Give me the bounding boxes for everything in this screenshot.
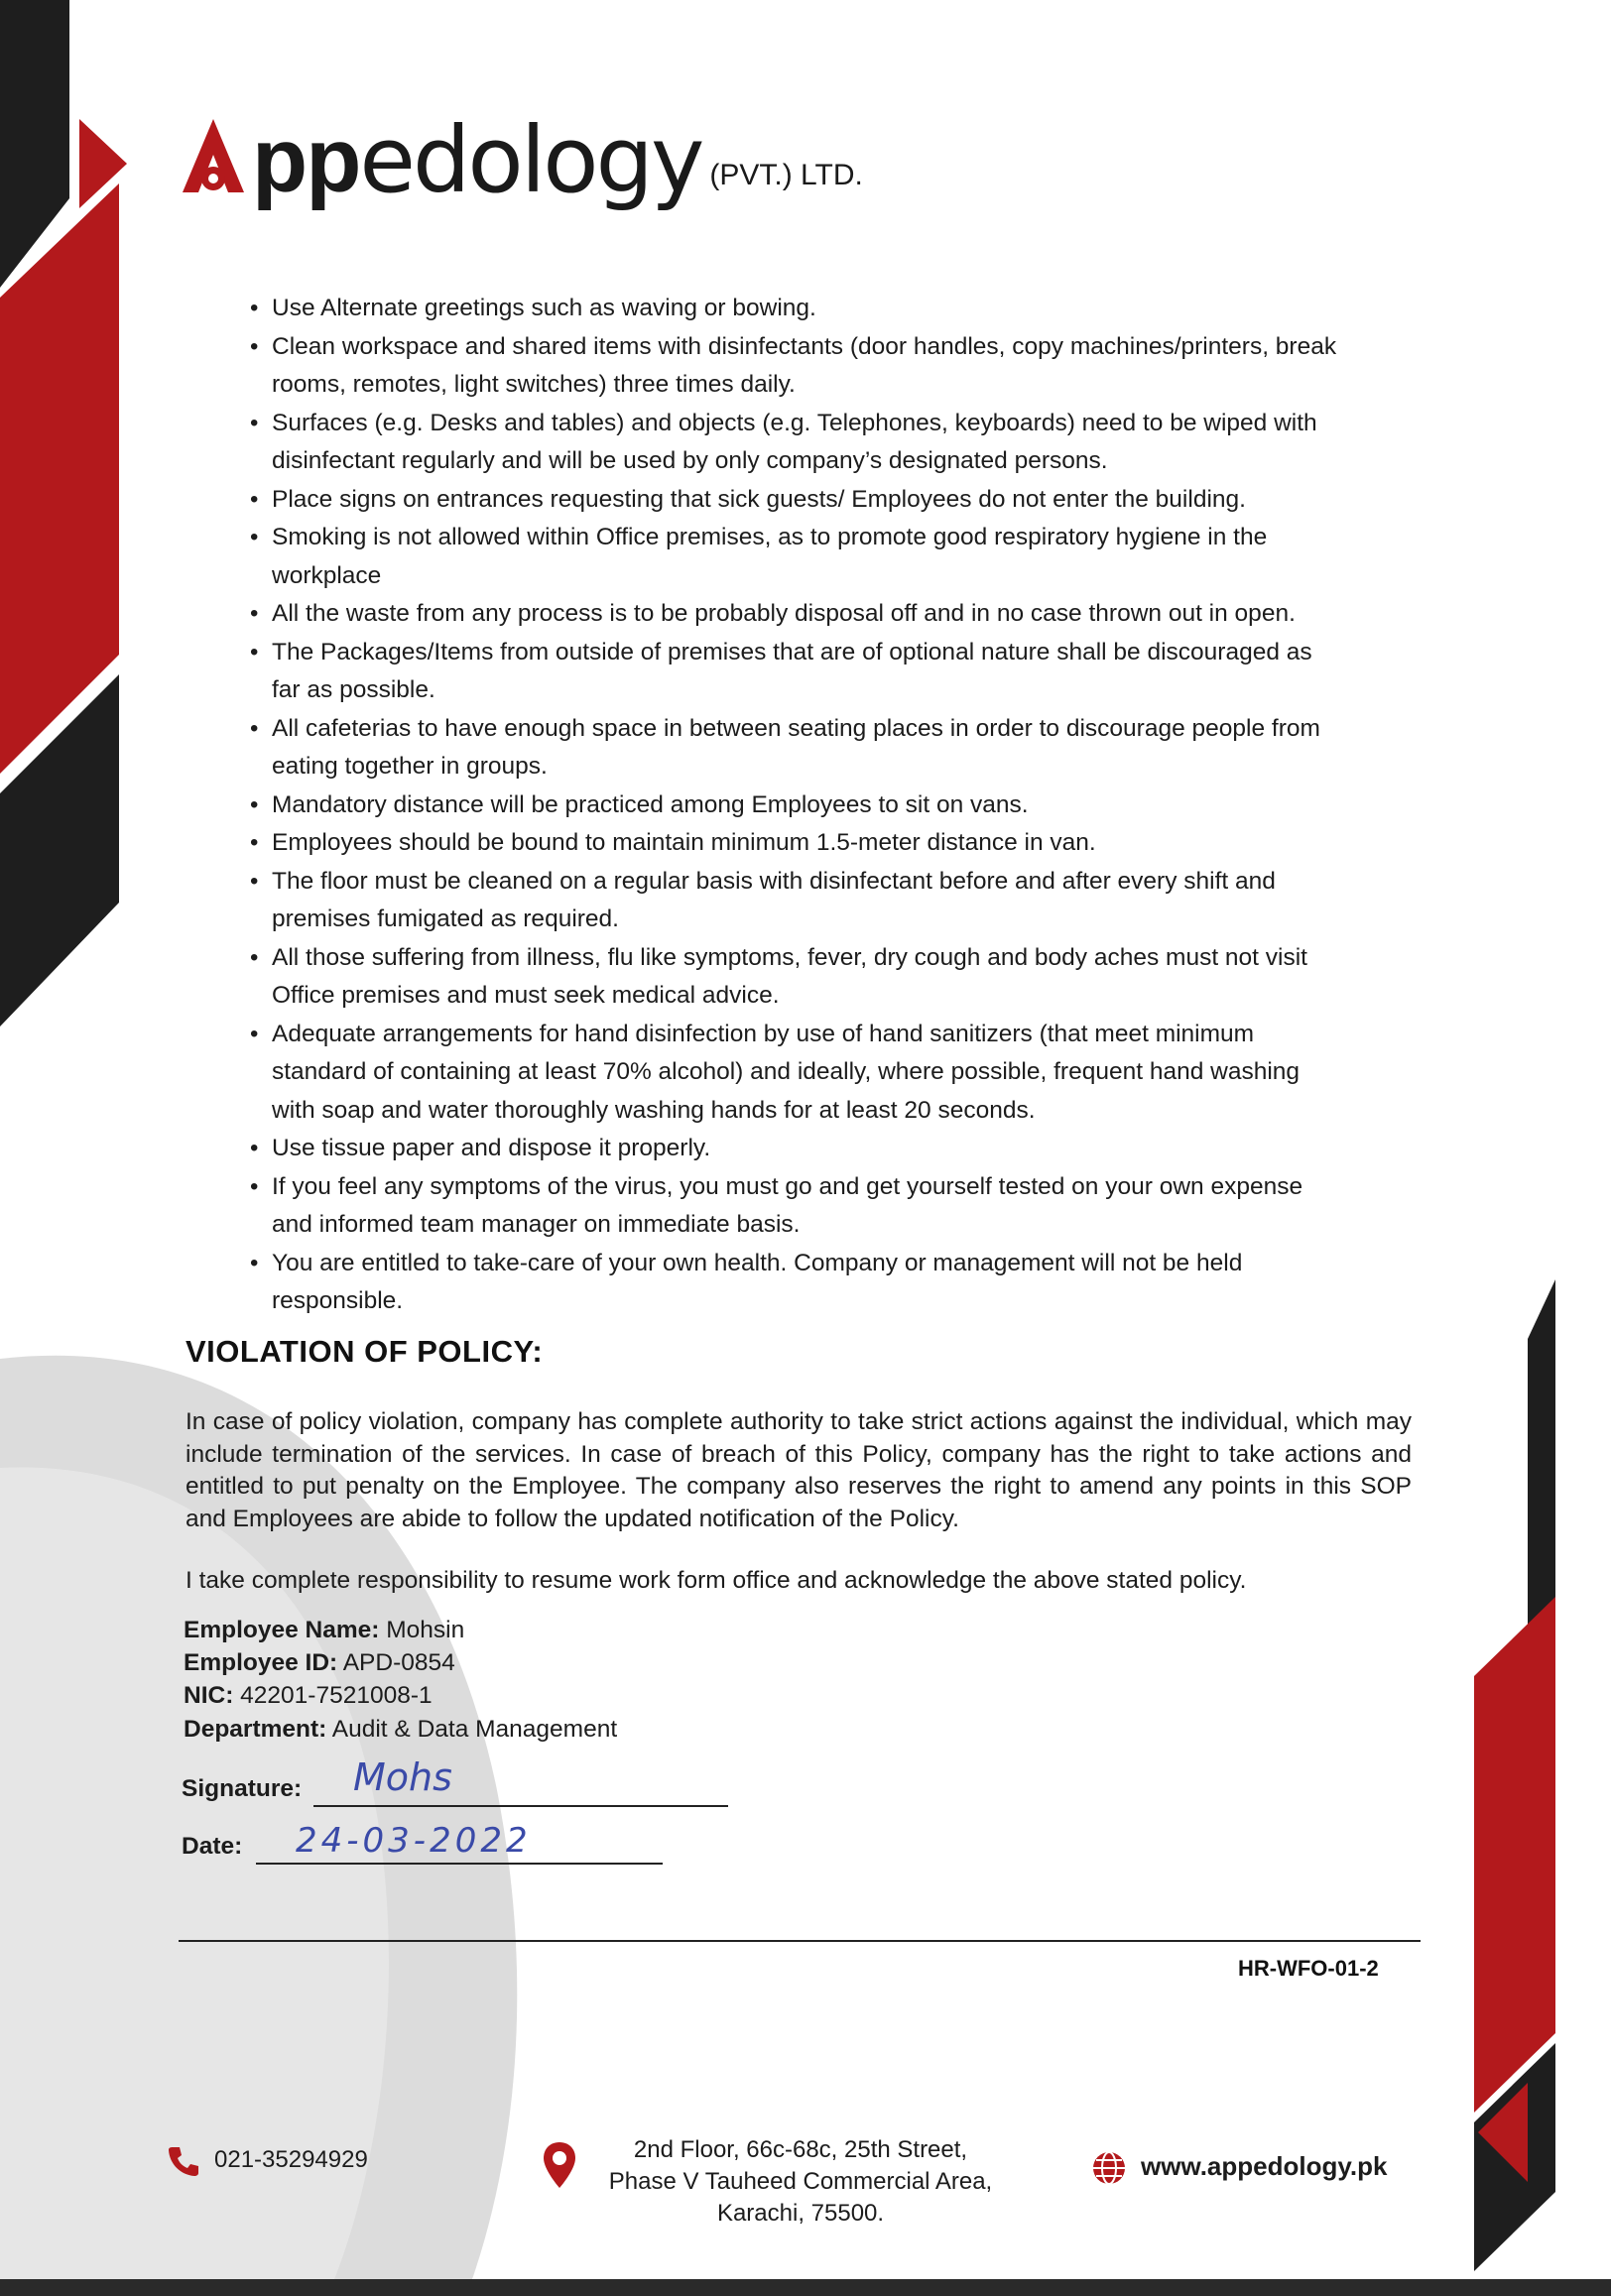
right-red-stripe	[1474, 1597, 1555, 2113]
logo-text-pp: pp	[252, 110, 360, 211]
sop-bullet-line: • Use tissue paper and dispose it properly.	[272, 1135, 711, 1161]
logo-suffix: (PVT.) LTD.	[709, 159, 863, 191]
map-pin-icon	[542, 2140, 577, 2190]
signature-label: Signature:	[182, 1775, 303, 1802]
nic-label: NIC:	[184, 1682, 234, 1709]
sop-bullet-line: • You are entitled to take-care of your own health. Company or management will not be held	[272, 1249, 1243, 1276]
sop-bullet-line: • Mandatory distance will be practiced among Employees to sit on vans.	[272, 790, 1029, 818]
sop-bullet-item	[250, 1168, 1440, 1245]
sop-bullet-line: • Use Alternate greetings such as waving or bowing.	[272, 295, 816, 321]
sop-bullet-line: standard of containing at least 70% alcohol) and ideally, where possible, frequent hand washing	[272, 1058, 1301, 1085]
sop-bullet-item	[250, 1245, 1440, 1321]
sop-bullet-line: rooms, remotes, light switches) three times daily.	[272, 371, 796, 398]
department-label: Department:	[184, 1716, 327, 1743]
sop-bullet-line: • Place signs on entrances requesting that sick guests/ Employees do not enter the building.	[272, 485, 1246, 513]
sop-bullet-line: • The Packages/Items from outside of premises that are of optional nature shall be discouraged as	[272, 638, 1312, 665]
violation-paragraph: In case of policy violation, company has complete authority to take strict actions against the individual, which may include termination of the services. In case of breach of this Policy, company has the right to take actions and entitled to put penalty on the Employee. The company also reserves the right to amend any points in this SOP and Employees are abide to follow the updated notification of the Policy.	[186, 1408, 1412, 1532]
sop-bullet-line: • Surfaces (e.g. Desks and tables) and objects (e.g. Telephones, keyboards) need to be wiped with	[272, 409, 1317, 436]
sop-bullet-item	[250, 1016, 1440, 1131]
sop-bullet-line: • Smoking is not allowed within Office premises, as to promote good respiratory hygiene in the	[272, 524, 1268, 550]
sop-bullet-item	[250, 1130, 1440, 1168]
sop-bullet-line: • The floor must be cleaned on a regular basis with disinfectant before and after every shift and	[272, 867, 1276, 895]
sop-bullet-item	[250, 710, 1440, 786]
sop-bullet-line: • Clean workspace and shared items with disinfectants (door handles, copy machines/printers, break	[272, 332, 1337, 360]
left-red-chevron	[79, 119, 127, 208]
address-line-2: Phase V Tauheed Commercial Area,	[608, 2168, 993, 2195]
sop-bullet-line: disinfectant regularly and will be used by only company’s designated persons.	[272, 447, 1108, 474]
signature-line	[313, 1805, 728, 1807]
signature-handwriting: Mohs	[353, 1755, 452, 1799]
nic-field	[184, 1682, 433, 1710]
sop-bullet-line: • Adequate arrangements for hand disinfection by use of hand sanitizers (that meet minimum	[272, 1020, 1255, 1047]
date-handwriting: 24-03-2022	[296, 1821, 532, 1861]
sop-bullet-line: premises fumigated as required.	[272, 906, 619, 932]
sop-bullet-list	[250, 290, 1440, 1321]
footer-phone	[167, 2144, 368, 2178]
sop-bullet-item	[250, 595, 1440, 634]
left-red-stripe	[0, 183, 119, 774]
footer-rule	[179, 1940, 1421, 1942]
sop-bullet-item	[250, 405, 1440, 481]
address-line-3: Karachi, 75500.	[716, 2200, 885, 2227]
nic-value: 42201-7521008-1	[240, 1682, 433, 1709]
company-logo	[179, 107, 863, 213]
sop-bullet-line: eating together in groups.	[272, 753, 548, 780]
sop-bullet-item	[250, 863, 1440, 939]
sop-bullet-item	[250, 786, 1440, 825]
department-field	[184, 1716, 617, 1744]
date-label: Date:	[182, 1833, 243, 1860]
phone-icon	[167, 2144, 200, 2178]
employee-id-value: APD-0854	[342, 1649, 455, 1676]
sop-bullet-item	[250, 328, 1440, 405]
sop-bullet-line: • All those suffering from illness, flu like symptoms, fever, dry cough and body aches must not visit	[272, 943, 1307, 971]
department-value: Audit & Data Management	[331, 1716, 618, 1743]
globe-icon	[1091, 2150, 1127, 2186]
logo-text-edology: edology	[359, 107, 702, 213]
sop-bullet-line: workplace	[272, 561, 382, 589]
sop-bullet-item	[250, 519, 1440, 595]
appedology-a-mark-icon	[179, 115, 248, 206]
sop-bullet-line: responsible.	[272, 1287, 404, 1314]
phone-number: 021-35294929	[214, 2146, 368, 2173]
sop-bullet-line: with soap and water thoroughly washing hands for at least 20 seconds.	[272, 1096, 1036, 1124]
document-code: HR-WFO-01-2	[1238, 1956, 1379, 1981]
employee-name-label: Employee Name:	[184, 1617, 380, 1643]
sop-bullet-line: Office premises and must seek medical advice.	[272, 982, 780, 1009]
date-line	[256, 1863, 663, 1865]
sop-bullet-item	[250, 481, 1440, 520]
employee-name-field	[184, 1617, 464, 1644]
employee-id-field	[184, 1649, 455, 1677]
sop-bullet-line: • Employees should be bound to maintain minimum 1.5-meter distance in van.	[272, 829, 1096, 856]
footer-website	[1091, 2150, 1387, 2186]
employee-name-value: Mohsin	[386, 1617, 465, 1643]
sop-bullet-item	[250, 290, 1440, 328]
section-title: VIOLATION OF POLICY:	[186, 1334, 544, 1369]
sop-bullet-item	[250, 634, 1440, 710]
employee-id-label: Employee ID:	[184, 1649, 338, 1676]
sop-bullet-line: • All cafeterias to have enough space in between seating places in order to discourage people from	[272, 714, 1320, 742]
footer-address	[542, 2134, 1004, 2230]
website-link[interactable]: www.appedology.pk	[1141, 2151, 1388, 2181]
sop-bullet-line: and informed team manager on immediate basis.	[272, 1211, 801, 1238]
sop-bullet-item	[250, 824, 1440, 863]
address-line-1: 2nd Floor, 66c-68c, 25th Street,	[633, 2136, 968, 2163]
bottom-band	[0, 2279, 1611, 2296]
sop-bullet-line: far as possible.	[272, 676, 435, 703]
acknowledgement-text: I take complete responsibility to resume work form office and acknowledge the above stated policy.	[186, 1567, 1247, 1594]
sop-bullet-item	[250, 939, 1440, 1016]
sop-bullet-line: • All the waste from any process is to be probably disposal off and in no case thrown out in open.	[272, 600, 1296, 627]
sop-bullet-line: • If you feel any symptoms of the virus, you must go and get yourself tested on your own expense	[272, 1172, 1303, 1200]
